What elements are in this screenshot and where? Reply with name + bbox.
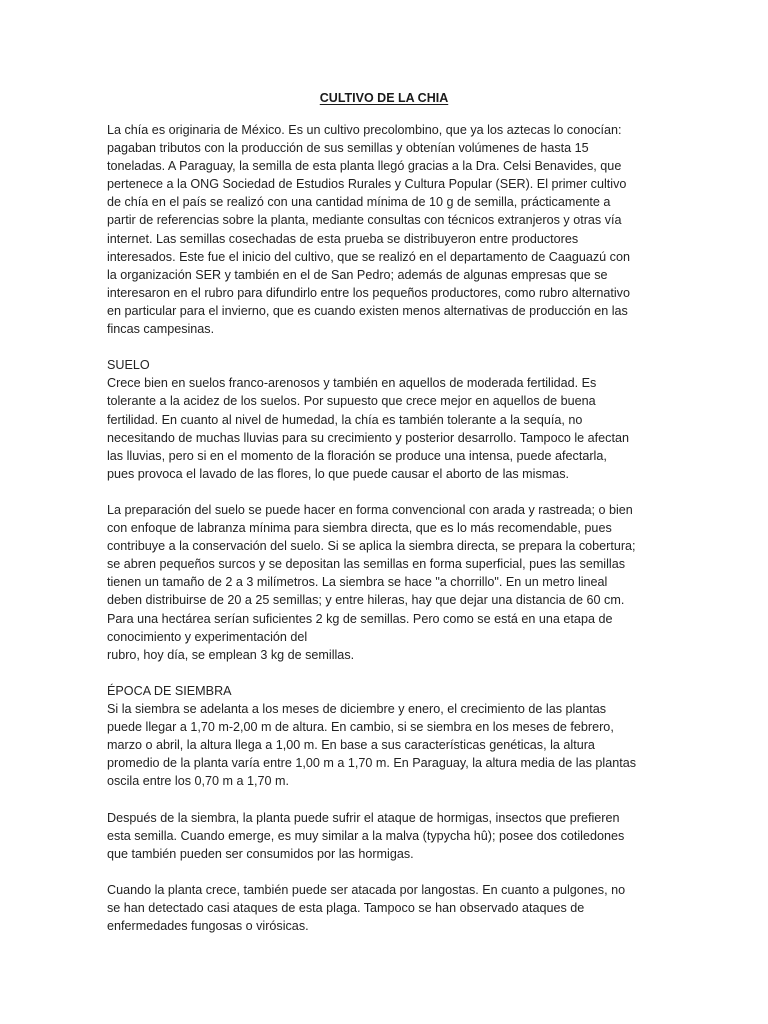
text-line: fertilidad. En cuanto al nivel de humedad, la chía es también tolerante a la sequía, no <box>107 412 583 427</box>
text-line: enfermedades fungosas o virósicas. <box>107 919 309 934</box>
paragraph-epoca-siembra <box>107 682 667 791</box>
text-line: deben distribuirse de 20 a 25 semillas; y entre hileras, hay que dejar una distancia de 60 cm. <box>107 593 625 608</box>
text-line: toneladas. A Paraguay, la semilla de esta planta llegó gracias a la Dra. Celsi Benavides, que <box>107 159 622 174</box>
text-line: en particular para el invierno, que es cuando existen menos alternativas de producción en las <box>107 303 628 318</box>
text-line: las lluvias, pero si en el momento de la floración se produce una intensa, puede afectarla, <box>107 448 607 463</box>
text-line: internet. Las semillas cosechadas de esta prueba se distribuyeron entre productores <box>107 231 579 246</box>
text-line: Crece bien en suelos franco-arenosos y también en aquellos de moderada fertilidad. Es <box>107 376 597 391</box>
paragraph-intro <box>107 121 667 338</box>
document-title <box>0 91 768 105</box>
text-line: fincas campesinas. <box>107 322 215 337</box>
text-line: puede llegar a 1,70 m-2,00 m de altura. En cambio, si se siembra en los meses de febrero, <box>107 720 614 735</box>
text-line: Si la siembra se adelanta a los meses de diciembre y enero, el crecimiento de las plantas <box>107 702 607 716</box>
text-line: promedio de la planta varía entre 1,00 m a 1,70 m. En Paraguay, la altura media de las plantas <box>107 756 637 771</box>
text-line: de chía en el país se realizó con una cantidad mínima de 10 g de semilla, prácticamente a <box>107 195 611 210</box>
paragraph-hormigas <box>107 809 667 863</box>
text-line: interesados. Este fue el inicio del cultivo, que se realizó en el departamento de Caaguazú con <box>107 249 630 264</box>
text-line: contribuye a la conservación del suelo. Si se aplica la siembra directa, se prepara la cobertura; <box>107 539 636 554</box>
text-line: Para una hectárea serían suficientes 2 kg de semillas. Pero como se está en una etapa de <box>107 611 613 626</box>
text-line: oscila entre los 0,70 m a 1,70 m. <box>107 774 290 789</box>
paragraph-suelo <box>107 356 667 483</box>
text-line: pagaban tributos con la producción de sus semillas y obtenían volúmenes de hasta 15 <box>107 141 589 156</box>
text-line: La preparación del suelo se puede hacer en forma convencional con arada y rastreada; o bien <box>107 502 633 517</box>
text-line: pertenece a la ONG Sociedad de Estudios Rurales y Cultura Popular (SER). El primer cultivo <box>107 177 627 192</box>
paragraph-plagas <box>107 881 667 935</box>
text-line: Cuando la planta crece, también puede ser atacada por langostas. En cuanto a pulgones, no <box>107 882 626 897</box>
text-line: Después de la siembra, la planta puede sufrir el ataque de hormigas, insectos que prefieren <box>107 810 620 825</box>
text-line: partir de referencias sobre la planta, mediante consultas con técnicos extranjeros y otras vía <box>107 213 622 228</box>
text-line: interesaron en el rubro para difundirlo entre los pequeños productores, como rubro alternativo <box>107 285 630 300</box>
text-line: que también pueden ser consumidos por las hormigas. <box>107 846 414 861</box>
paragraph-preparacion <box>107 501 667 664</box>
section-heading-suelo: SUELO <box>107 358 150 373</box>
text-line: La chía es originaria de México. Es un cultivo precolombino, que ya los aztecas lo conocían: <box>107 123 622 137</box>
section-heading-epoca-siembra: ÉPOCA DE SIEMBRA <box>107 683 232 698</box>
text-line: conocimiento y experimentación del <box>107 629 308 644</box>
document-title-text: CULTIVO DE LA CHIA <box>319 91 449 105</box>
text-line: se abren pequeños surcos y se depositan las semillas en forma superficial, pues las semillas <box>107 557 626 572</box>
text-line: se han detectado casi ataques de esta plaga. Tampoco se han observado ataques de <box>107 901 585 916</box>
text-line: esta semilla. Cuando emerge, es muy similar a la malva (typycha hû); posee dos cotiledones <box>107 828 625 843</box>
document-body <box>107 121 667 953</box>
text-line: tienen un tamaño de 2 a 3 milímetros. La siembra se hace "a chorrillo". En un metro lineal <box>107 575 608 590</box>
text-line: rubro, hoy día, se emplean 3 kg de semillas. <box>107 647 355 662</box>
text-line: necesitando de muchas lluvias para su crecimiento y posterior desarrollo. Tampoco le afectan <box>107 430 629 445</box>
text-line: la organización SER y también en el de San Pedro; además de algunas empresas que se <box>107 267 608 282</box>
text-line: marzo o abril, la altura llega a 1,00 m. En base a sus características genéticas, la altura <box>107 738 595 753</box>
text-line: con enfoque de labranza mínima para siembra directa, que es lo más recomendable, pues <box>107 521 612 536</box>
text-line: pues provoca el lavado de las flores, lo que puede causar el aborto de las mismas. <box>107 466 570 481</box>
text-line: tolerante a la acidez de los suelos. Por supuesto que crece mejor en aquellos de buena <box>107 394 596 409</box>
